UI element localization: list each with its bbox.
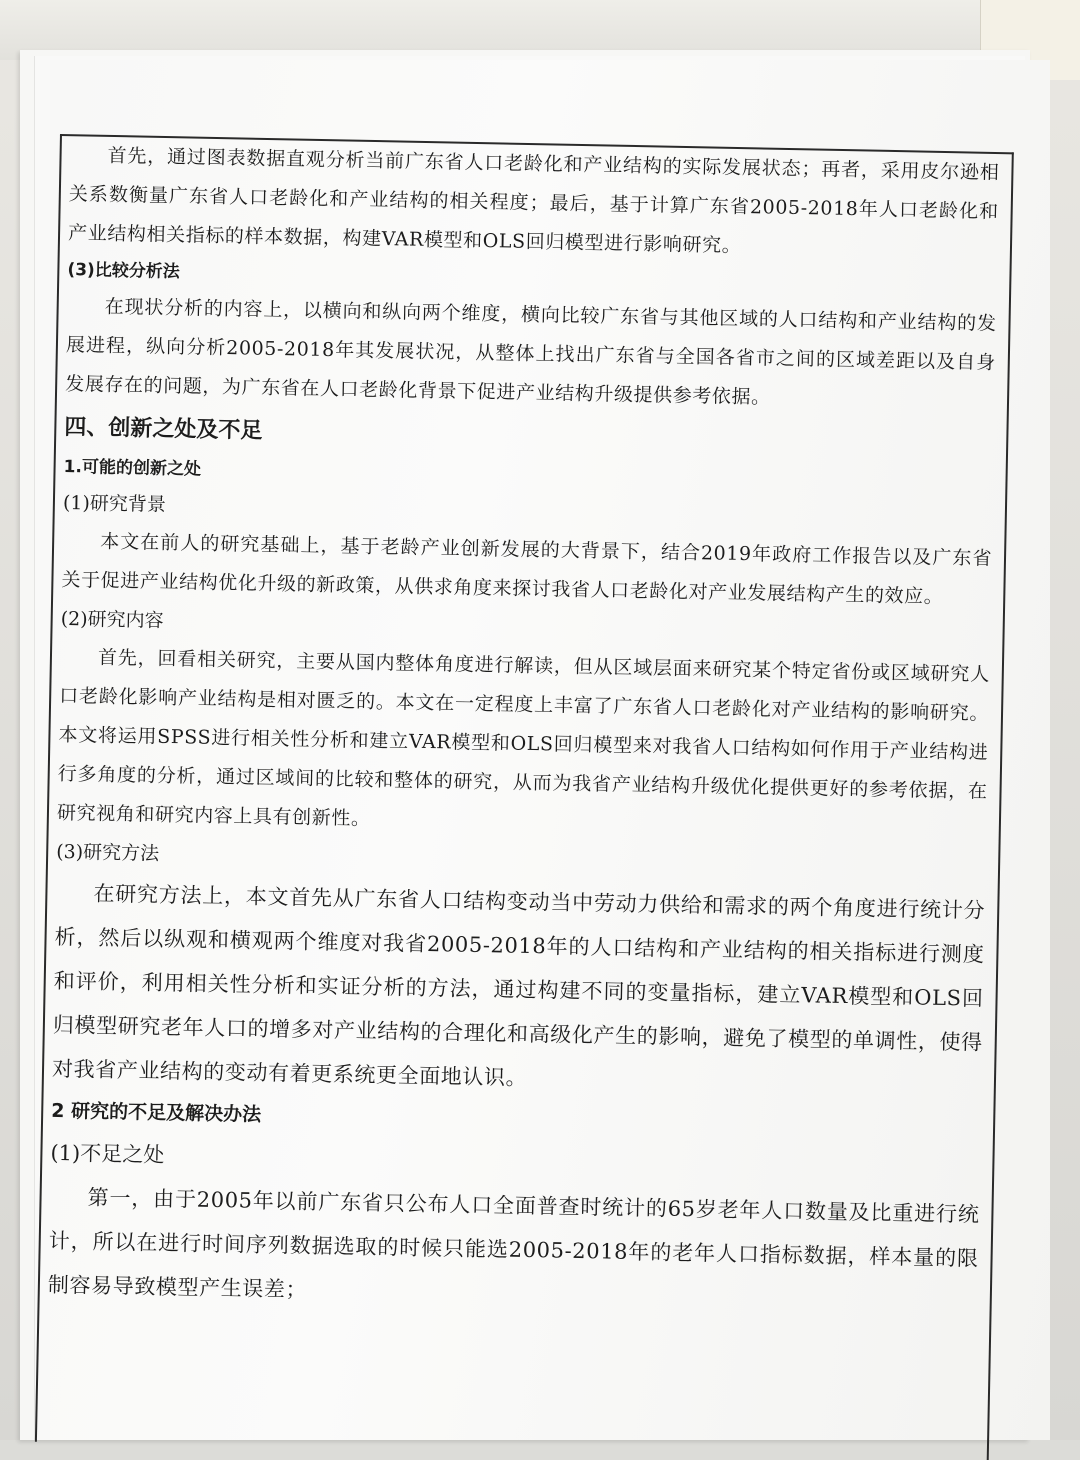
paragraph-method-intro: 首先，通过图表数据直观分析当前广东省人口老龄化和产业结构的实际发展状态；再者，采用皮尔逊相关系数衡量广东省人口老龄化和产业结构的相关程度；最后，基于计算广东省2005-2018年人口老龄化和产业结构相关指标的样本数据，构建VAR模型和OLS回归模型进行影响研究。: [67, 144, 1000, 257]
item-research-content: (2)研究内容: [60, 607, 164, 632]
heading-compare-method: (3)比较分析法: [67, 259, 180, 283]
section-title: 四、创新之处及不足: [64, 414, 263, 444]
paragraph-research-background: 本文在前人的研究基础上，基于老龄产业创新发展的大背景下，结合2019年政府工作报告以及广东省关于促进产业结构优化升级的新政策，从供求角度来探讨我省人口老龄化对产业发展结构产生的效应。: [61, 530, 993, 608]
paragraph-compare-method: 在现状分析的内容上，以横向和纵向两个维度，横向比较广东省与其他区域的人口结构和产业结构的发展进程，纵向分析2005-2018年其发展状况，从整体上找出广东省与全国各省市之间的区域差距以及自身发展存在的问题，为广东省在人口老龄化背景下促进产业结构升级提供参考依据。: [65, 295, 997, 409]
paragraph-research-method: 在研究方法上，本文首先从广东省人口结构变动当中劳动力供给和需求的两个角度进行统计分析，然后以纵观和横观两个维度对我省2005-2018年的人口结构和产业结构的相关指标进行测度和评价，利用相关性分析和实证分析的方法，通过构建不同的变量指标，建立VAR模型和OLS回归模型研究老年人口的增多对产业结构的合理化和高级化产生的影响，避免了模型的单调性，使得对我省产业结构的变动有着更系统更全面地认识。: [51, 881, 986, 1090]
item-research-background: (1)研究背景: [62, 491, 167, 516]
paragraph-research-content: 首先，回看相关研究，主要从国内整体角度进行解读，但从区域层面来研究某个特定省份或区域研究人口老龄化影响产业结构是相对匮乏的。本文在一定程度上丰富了广东省人口老龄化对产业结构的影响研究。本文将运用SPSS进行相关性分析和建立VAR模型和OLS回归模型来对我省人口结构如何作用于产业结构进行多角度的分析，通过区域间的比较和整体的研究，从而为我省产业结构升级优化提供更好的参考依据，在研究视角和研究内容上具有创新性。: [56, 646, 991, 830]
item-shortcoming: (1)不足之处: [50, 1140, 165, 1167]
subsection-shortcoming: 2 研究的不足及解决办法: [51, 1099, 262, 1126]
item-research-method: (3)研究方法: [56, 840, 160, 865]
document-body: [48, 136, 1000, 1325]
paragraph-shortcoming: 第一，由于2005年以前广东省只公布人口全面普查时统计的65岁老年人口数量及比重进行统计，所以在进行时间序列数据选取的时候只能选2005-2018年的老年人口指标数据，样本量的限制容易导致模型产生误差；: [47, 1185, 980, 1302]
subsection-innovation: 1.可能的创新之处: [63, 456, 202, 480]
